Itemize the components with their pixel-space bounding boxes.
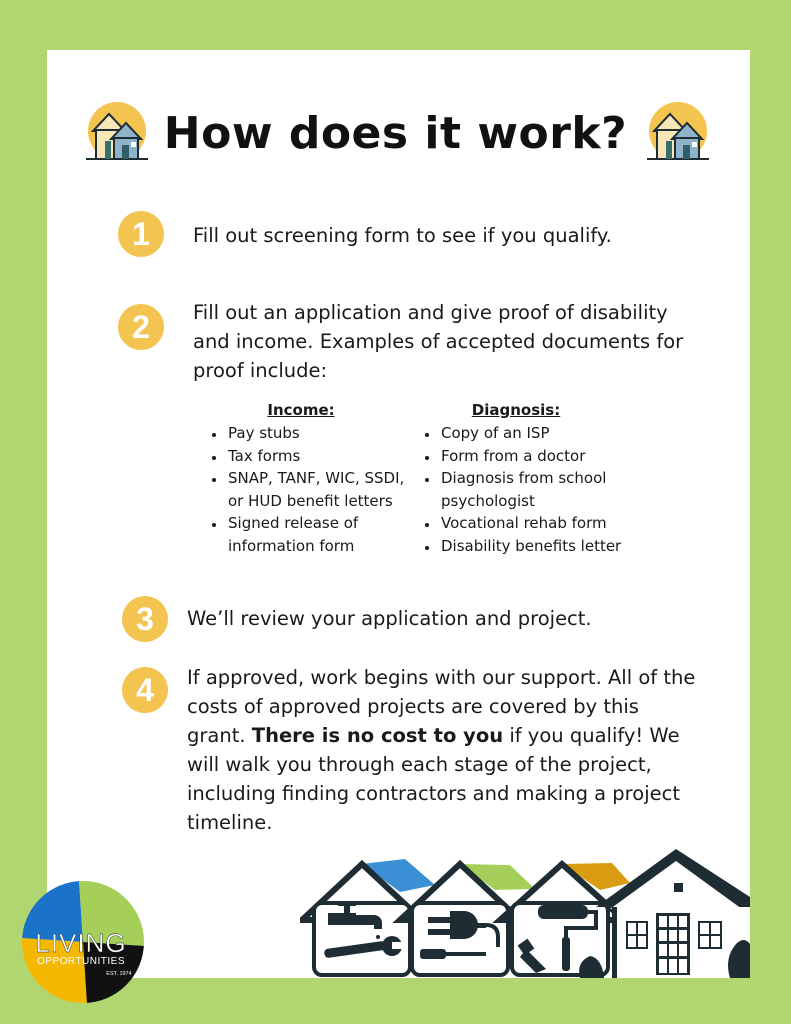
step-2-text: Fill out an application and give proof of disability and income. Examples of accepted documents for proof include: [193,301,684,382]
list-item: • Disability benefits letter [439,535,649,558]
list-item: • SNAP, TANF, WIC, SSDI, or HUD benefit letters [226,467,416,512]
step-1-number: 1 [118,211,164,257]
list-item: • Form from a doctor [439,445,649,468]
step-3-number: 3 [122,596,168,642]
houses-illustration [300,845,750,978]
logo-est: EST. 1974 [106,971,132,977]
list-item: • Copy of an ISP [439,422,649,445]
logo-sub: OPPORTUNITIES [37,956,125,967]
step-4-text-end: if you qualify! We will walk you through each stage of the project, including finding contractors and making a project timeline. [187,724,680,834]
step-1-text: Fill out screening form to see if you qualify. [193,224,612,247]
income-list [206,422,416,557]
income-heading: Income: [267,401,335,419]
step-4-number: 4 [122,667,168,713]
step-4-text-start: If approved, work begins with our support. All of the costs of approved projects are covered by this grant. [187,666,696,747]
logo-name: LIVING [35,928,127,958]
list-item: • Pay stubs [226,422,416,445]
diagnosis-heading: Diagnosis: [471,401,561,419]
list-item: • Tax forms [226,445,416,468]
page-title: How does it work? [163,108,628,159]
living-opportunities-logo [21,880,145,1004]
no-cost-highlight: There is no cost to you [251,724,504,747]
step-3-text: We’ll review your application and project. [187,607,592,630]
list-item: • Vocational rehab form [439,512,649,535]
list-item: • Signed release of information form [226,512,416,557]
list-item: • Diagnosis from school psychologist [439,467,649,512]
step-4-text [187,663,697,837]
step-2-number: 2 [118,304,164,350]
diagnosis-list [419,422,649,557]
